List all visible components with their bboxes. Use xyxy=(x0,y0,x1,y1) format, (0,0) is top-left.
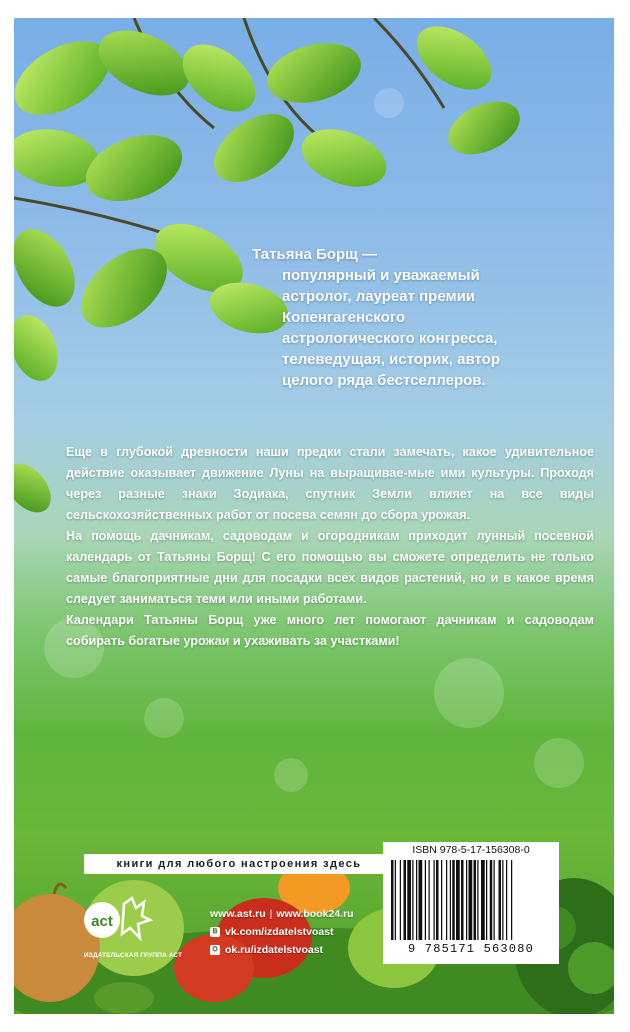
barcode-number: 9 785171 563080 xyxy=(407,942,535,956)
barcode-bar xyxy=(474,860,477,940)
barcode-bar xyxy=(450,860,451,940)
barcode-bar xyxy=(404,860,407,940)
barcode-bar xyxy=(499,860,502,940)
barcode-bar xyxy=(412,860,413,940)
barcode-bar xyxy=(407,860,411,940)
barcode-image xyxy=(389,860,553,942)
barcode-bar xyxy=(395,860,396,940)
author-blurb-line: целого ряда бестселлеров. xyxy=(282,372,486,389)
author-blurb xyxy=(252,244,582,391)
barcode-bar xyxy=(477,860,478,940)
author-blurb-line: астролог, лауреат премии xyxy=(282,288,476,305)
barcode-bar xyxy=(456,860,460,940)
barcode-bar xyxy=(391,860,394,940)
barcode-bar xyxy=(400,860,401,940)
author-blurb-line: Копенгагенского xyxy=(282,309,406,326)
bokeh-light xyxy=(274,758,308,792)
publisher-links xyxy=(210,905,354,959)
barcode-bar xyxy=(506,860,507,940)
barcode-bar xyxy=(429,860,430,940)
barcode-bar xyxy=(466,860,467,940)
description-paragraph: Календари Татьяны Борщ уже много лет помогают дачникам и садоводам собирать богатые урожаи и ухаживать за участками! xyxy=(66,613,594,648)
barcode-bar xyxy=(481,860,485,940)
barcode-bar xyxy=(490,860,493,940)
ok-row xyxy=(210,941,354,959)
publisher-logo-text: act xyxy=(91,913,113,930)
barcode-bar xyxy=(436,860,439,940)
author-blurb-line: телеведущая, историк, автор xyxy=(282,351,500,368)
barcode-bar xyxy=(425,860,426,940)
author-blurb-line: популярный и уважаемый xyxy=(282,267,480,284)
website-links xyxy=(210,905,354,923)
description-paragraph: На помощь дачникам, садоводам и огородникам приходит лунный посевной календарь от Татьяны Борщ! С его помощью вы сможете определить не только самые благоприятные дни для посадки всех видов растений, но и в какое время следует заниматься теми или иными работами. xyxy=(66,529,594,606)
barcode-bar xyxy=(461,860,464,940)
ast-website-link[interactable]: www.ast.ru xyxy=(210,908,266,920)
vk-icon: В xyxy=(210,927,220,937)
barcode-bar xyxy=(452,860,455,940)
tagline-banner: книги для любого настроения здесь xyxy=(84,854,394,874)
vk-row xyxy=(210,923,354,941)
book24-website-link[interactable]: www.book24.ru xyxy=(276,908,354,920)
bokeh-light xyxy=(534,738,584,788)
description-paragraph: Еще в глубокой древности наши предки стали замечать, какое удивительное действие оказывает движение Луны на выращивае-мые ими культуры. Проходя через разные знаки Зодиака, спутник Земли влияет на все виды сельскохозяйственных работ от посева семян до сбора урожая. xyxy=(66,445,594,522)
book-description xyxy=(66,442,594,652)
barcode-bar xyxy=(469,860,473,940)
author-name: Татьяна Борщ — xyxy=(252,246,377,263)
barcode-bar xyxy=(446,860,447,940)
vk-link[interactable]: vk.com/izdatelstvoast xyxy=(225,926,334,938)
author-blurb-line: астрологического конгресса, xyxy=(282,330,498,347)
barcode-bar xyxy=(494,860,495,940)
barcode-bar xyxy=(434,860,435,940)
bokeh-light xyxy=(434,658,504,728)
barcode-bar xyxy=(486,860,487,940)
ok-icon: О xyxy=(210,945,220,955)
bokeh-light xyxy=(144,698,184,738)
barcode-bar xyxy=(511,860,512,940)
barcode-bar xyxy=(416,860,417,940)
barcode-bar xyxy=(502,860,503,940)
barcode-panel xyxy=(383,842,559,964)
isbn-label: ISBN 978-5-17-156308-0 xyxy=(412,844,530,856)
ok-link[interactable]: ok.ru/izdatelstvoast xyxy=(225,944,324,956)
barcode-bar xyxy=(419,860,423,940)
barcode-bar xyxy=(441,860,442,940)
publisher-caption: ИЗДАТЕЛЬСКАЯ ГРУППА АСТ xyxy=(84,952,183,959)
links-separator: | xyxy=(269,908,273,920)
